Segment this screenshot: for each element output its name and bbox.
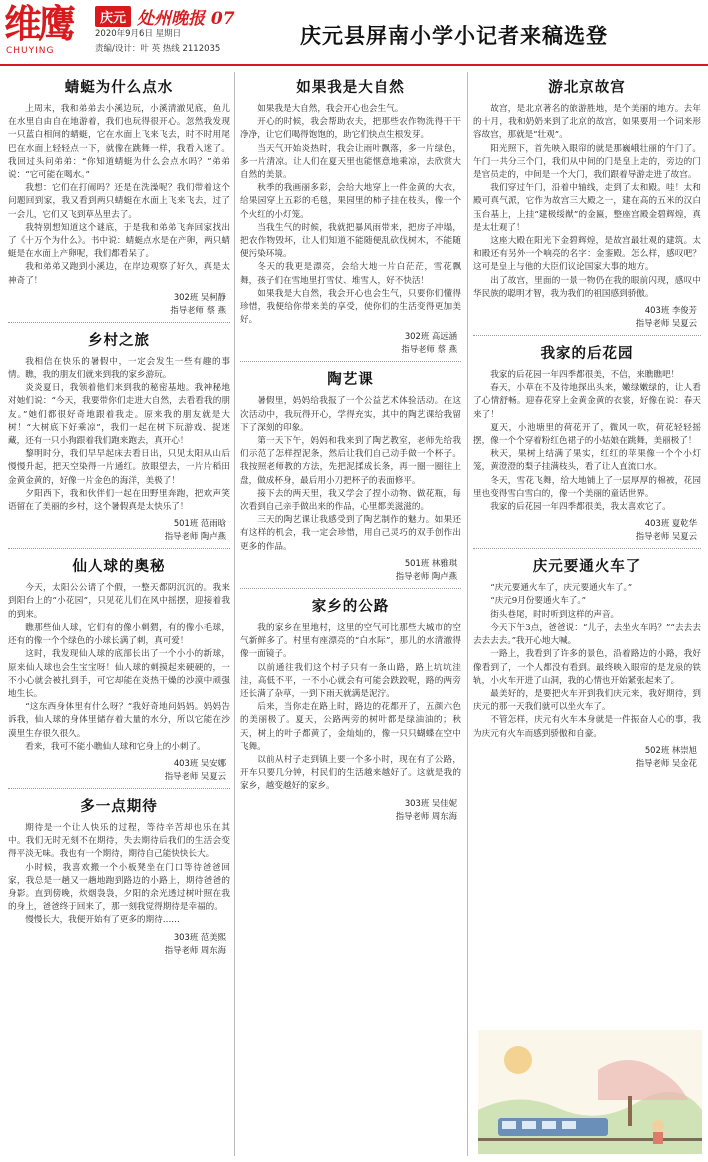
county-badge: 庆元 bbox=[95, 6, 131, 27]
column-1 bbox=[8, 70, 230, 962]
author-class: 303班 吴佳妮 bbox=[404, 797, 457, 808]
article-paragraph: 我家的后花园一年四季都很美，我太喜欢它了。 bbox=[490, 502, 671, 513]
article-paragraph: “这东西身体里有什么呀？”我好奇地问妈妈。妈妈告诉我，仙人球的身体里储存着大量的水分，所以它能在沙漠里生存很久很久。 bbox=[8, 702, 230, 739]
article-paragraph: 故宫，是北京著名的旅游胜地，是个美丽的地方。去年的十月，我和奶奶来到了北京的故宫，如果要用一个词来形容故宫，那就是“壮观”。 bbox=[473, 104, 701, 141]
article-separator bbox=[240, 588, 461, 589]
article-paragraph: 我特别想知道这个谜底，于是我和弟弟飞奔回家找出了《十万个为什么》。书中说：蜻蜓点水是在产卵，两只蜻蜓是在水面上产卵呢，我们都看呆了。 bbox=[8, 222, 230, 260]
article-title: 仙人球的奥秘 bbox=[72, 559, 166, 576]
article-paragraph: 后来，当你走在路上时，路边的花都开了，五颜六色的美丽极了。夏天，公路两旁的树叶都是绿油油的；秋天，树上的叶子都黄了，金灿灿的，像一只只蝴蝶在空中飞舞。 bbox=[240, 702, 461, 752]
article bbox=[8, 76, 230, 323]
article-paragraph: 我的家乡在里地村，这里的空气可比那些大城市的空气新鲜多了。村里有座漂亮的“白水际”，那儿的水清澈得像一面镜子。 bbox=[240, 622, 461, 660]
page-banner: 庆元县屏南小学小记者来稿选登 bbox=[300, 24, 608, 48]
article-paragraph: 我和弟弟又跑到小溪边，在岸边观察了好久，真是太神奇了！ bbox=[8, 262, 230, 286]
train-window-shape bbox=[502, 1121, 516, 1129]
rail-track-shape bbox=[478, 1138, 702, 1141]
train-window-shape bbox=[562, 1121, 576, 1129]
article-paragraph: 三天的陶艺课让我感受到了陶艺制作的魅力。如果还有这样的机会，我一定会珍惜，用自己灵巧的双手创作出更多的作品。 bbox=[240, 515, 461, 552]
teacher-name: 指导老师 吴金花 bbox=[635, 757, 697, 768]
article-byline bbox=[8, 291, 230, 317]
article-title: 蜻蜓为什么点水 bbox=[64, 80, 174, 96]
article-paragraph: 春天，小草在不及待地探出头来，嫩绿嫩绿的，让人看了心情舒畅。迎春花穿上金黄金黄的衣裳，好像在说：春天来了！ bbox=[473, 383, 701, 420]
teacher-name: 指导老师 陶卢燕 bbox=[395, 570, 457, 581]
article-paragraph: 一路上，我看到了许多的景色，沿着路边的小路，我好像看到了，一个人都没有看到。最终映入眼帘的是龙泉的铁轨，小火车开进了山洞，我的心情也开始紧张起来了。 bbox=[473, 649, 701, 686]
teacher-name: 指导老师 吴夏云 bbox=[635, 318, 697, 329]
article-title: 多一点期待 bbox=[80, 798, 158, 815]
article-separator bbox=[473, 335, 701, 336]
article bbox=[8, 795, 230, 957]
paper-name: 处州晚报 07 bbox=[137, 9, 235, 29]
train-window-shape bbox=[542, 1121, 556, 1129]
article-paragraph: 以前从村子走到镇上要一个多小时，现在有了公路，开车只要几分钟，村民们的生活越来越好了。这就是我的家乡，越变越好的家乡。 bbox=[240, 754, 461, 792]
article-byline bbox=[240, 797, 461, 823]
article-paragraph: 这座大殿在阳光下金碧辉煌，是故宫最壮观的建筑。太和殿还有另外一个响亮的名字：金銮殿。怎么样，感叹吧？这可是皇上与他的大臣们议论国家大事的地方。 bbox=[473, 236, 701, 273]
article-paragraph: 秋天，果树上结满了果实，红红的苹果像一个个小灯笼，黄澄澄的梨子挂满枝头，看了让人直流口水。 bbox=[473, 449, 701, 473]
article bbox=[473, 76, 701, 336]
article bbox=[8, 329, 230, 549]
train-scene-illustration bbox=[478, 1030, 702, 1154]
article-byline bbox=[473, 517, 701, 543]
article-paragraph: 我家的后花园一年四季都很美，不信，来瞧瞧吧！ bbox=[490, 370, 680, 381]
author-class: 403班 李俊芳 bbox=[644, 305, 697, 316]
article-paragraph: 以前通往我们这个村子只有一条山路，路上坑坑洼洼，高低不平，一不小心就会有可能会跌跤呢，路的两旁还长满了杂草，一到下雨天就满是泥泞。 bbox=[240, 662, 461, 699]
article-paragraph: 冬天的我更是漂亮，会给大地一片白茫茫，雪花飘舞，孩子们在雪地里打雪仗、堆雪人，好不快活！ bbox=[240, 262, 461, 286]
article-paragraph: 今天下午3点，爸爸说：“儿子，去坐火车吗？”“去去去去去去去。”我开心地大喊。 bbox=[473, 622, 701, 647]
teacher-name: 指导老师 吴夏云 bbox=[635, 531, 697, 542]
article-paragraph: 我相信在快乐的暑假中，一定会发生一些有趣的事情。瞧，我的朋友们就来到我的家乡游玩。 bbox=[8, 356, 230, 381]
article-paragraph: 炎炎夏日，我领着他们来到我的秘密基地。我神秘地对她们说：“今天，我要带你们走进大自然，去看看我的朋友。”她们都很好奇地跟着我走。原来我的朋友就是大树！“大树底下好乘凉”，我们一起在树下玩游戏、捉迷藏，还有一只小狗跟着我们跑来跑去，真开心！ bbox=[8, 383, 230, 447]
article-separator bbox=[240, 361, 461, 362]
article-byline bbox=[240, 557, 461, 583]
article-paragraph: 看来，我可不能小瞧仙人球和它身上的小刺了。 bbox=[25, 741, 206, 752]
author-class: 501班 林雅琪 bbox=[404, 557, 457, 568]
article-separator bbox=[8, 548, 230, 549]
article-paragraph: 秋季的我画丽多彩，会给大地穿上一件金黄的大衣，给果园穿上五彩的毛毯，果园里的柿子挂在枝头，像一个个火红的小灯笼。 bbox=[240, 183, 461, 220]
article-paragraph: 瞧那些仙人球，它们有的像小刺猬，有的像小毛球，还有的像一个个绿色的小球长满了刺，真可爱！ bbox=[8, 622, 230, 647]
article-paragraph: 今天，太阳公公请了个假，一整天都阴沉沉的。我来到阳台上的“小花园”，只见花儿们在风中摇摆，迎接着我的到来。 bbox=[8, 583, 230, 620]
article-paragraph: “庆元要通火车了，庆元要通火车了。” bbox=[490, 583, 633, 594]
author-class: 403班 吴安娜 bbox=[173, 757, 226, 768]
article-byline bbox=[473, 304, 701, 330]
article-separator bbox=[473, 548, 701, 549]
article-paragraph: 我想：它们在打闹吗？还是在洗澡呢？我们带着这个问题回到家，我又看到两只蜻蜓在水面上飞来飞去，过了一会儿，它们又飞到草丛里去了。 bbox=[8, 183, 230, 220]
article-paragraph: 期待是一个让人快乐的过程，等待辛苦却也乐在其中。我们无时无刻不在期待，失去期待后我们的生活会变得平淡无味。我也有一个期待，期待自己能快快长大。 bbox=[8, 822, 230, 860]
teacher-name: 指导老师 周东海 bbox=[164, 944, 226, 955]
article-paragraph: 黎明时分，我们早早起床去看日出，只见太阳从山后慢慢升起，把天空染得一片通红。放眼望去，一片片稻田金黄金黄的，好像一片金色的海洋，美极了！ bbox=[8, 449, 230, 486]
masthead bbox=[0, 0, 708, 66]
article-paragraph: 如果我是大自然，我会开心也会生气。 bbox=[257, 104, 404, 114]
article-title: 庆元要通火车了 bbox=[532, 559, 642, 576]
article bbox=[8, 555, 230, 789]
issue-date: 2020年9月6日 星期日 bbox=[95, 29, 182, 39]
article-separator bbox=[8, 788, 230, 789]
column-2 bbox=[240, 70, 461, 828]
teacher-name: 指导老师 蔡 燕 bbox=[170, 304, 226, 315]
column-divider bbox=[467, 72, 468, 1156]
article bbox=[240, 595, 461, 823]
logo-pinyin: CHUYING bbox=[6, 46, 55, 56]
author-class: 303班 范美熙 bbox=[173, 931, 226, 942]
article-title: 如果我是大自然 bbox=[296, 80, 405, 96]
child-head-shape bbox=[652, 1120, 664, 1132]
author-class: 302班 高远涵 bbox=[404, 331, 457, 342]
article-title: 我家的后花园 bbox=[540, 346, 634, 363]
article-paragraph: 这时，我发现仙人球的底部长出了一个小小的新球，原来仙人球也会生宝宝呀！仙人球的刺摸起来硬硬的，一不小心就会被扎到手，可它却能在炎热干燥的沙漠中顽强地生长。 bbox=[8, 649, 230, 699]
column-3 bbox=[473, 70, 701, 775]
article bbox=[473, 555, 701, 769]
article-paragraph: 冬天，雪花飞舞，给大地铺上了一层厚厚的棉被，花园里也变得雪白雪白的，像一个美丽的童话世界。 bbox=[473, 475, 701, 499]
tree-trunk-shape bbox=[628, 1096, 632, 1126]
article-paragraph: 如果我是大自然，我会开心也会生气，只要你们懂得珍惜，我便给你带来美的享受，使你们的生活变得更加美好。 bbox=[240, 288, 461, 326]
article-paragraph: 阳光照下，首先映入眼帘的就是那巍峨壮丽的午门了。午门一共分三个门，我们从中间的门是皇上走的，旁边的门是官员走的，中间是一个大门，我们跟着导游走进了故宫。 bbox=[473, 143, 701, 181]
article-byline bbox=[8, 931, 230, 957]
article-paragraph: 慢慢长大，我便开始有了更多的期待…… bbox=[25, 915, 180, 926]
article-paragraph: 最美好的，是要把火车开到我们庆元来，我好期待，到庆元的那一天我们就可以坐火车了。 bbox=[473, 688, 701, 713]
article bbox=[473, 342, 701, 549]
article-paragraph: 暑假里，妈妈给我报了一个公益艺术体验活动。在这次活动中，我玩得开心，学得充实，其中的陶艺课给我留下了深刻的印象。 bbox=[240, 396, 461, 433]
article-paragraph: 街头巷尾，时时听到这样的声音。 bbox=[490, 609, 620, 620]
author-class: 502班 林崇旭 bbox=[644, 744, 697, 755]
article-paragraph: 出了故宫，里面的一景一物仍在我的眼前闪现，感叹中华民族的聪明才智，我为我们的祖国感到骄傲。 bbox=[473, 275, 701, 299]
article-byline bbox=[8, 757, 230, 783]
teacher-name: 指导老师 蔡 燕 bbox=[401, 344, 457, 355]
article bbox=[240, 368, 461, 588]
article-byline bbox=[240, 330, 461, 356]
article-title: 家乡的公路 bbox=[311, 598, 390, 615]
header-rule bbox=[0, 64, 708, 66]
editor-line: 责编/设计：叶 英 热线 2112035 bbox=[95, 44, 221, 54]
author-class: 501班 范雨晗 bbox=[173, 518, 226, 529]
article-paragraph: 夕阳西下，我和伙伴们一起在田野里奔跑，把欢声笑语留在了美丽的乡村，这个暑假真是太快乐了！ bbox=[8, 488, 230, 513]
article-paragraph: 开心的时候，我会帮助农夫，把那些农作物洗得干干净净，让它们喝得饱饱的，助它们快点生根发芽。 bbox=[240, 117, 461, 141]
sun-shape bbox=[504, 1046, 532, 1074]
article-paragraph: 当天气开始炎热时，我会让雨叶飘落，多一片绿色，多一片清凉。让人们在夏天里也能惬意地乘凉，去欣赏大自然的美景。 bbox=[240, 143, 461, 181]
article-byline bbox=[8, 517, 230, 543]
article-title: 陶艺课 bbox=[327, 372, 374, 389]
article-paragraph: 小时候，我喜欢搬一个小板凳坐在门口等待爸爸回家，我总是一趟又一趟地跑到路边的小路上，期待爸爸的身影。直到傍晚，炊烟袅袅，夕阳的余光透过树叶照在我的身上，爸爸终于回来了，那一刻我觉得期待是幸福的。 bbox=[8, 862, 230, 913]
train-window-shape bbox=[522, 1121, 536, 1129]
teacher-name: 指导老师 周东海 bbox=[395, 810, 457, 821]
article-paragraph: 接下去的两天里，我又学会了捏小动物、做花瓶，每次看到自己亲手做出来的作品，心里都美滋滋的。 bbox=[240, 488, 461, 513]
article bbox=[240, 76, 461, 362]
author-class: 302班 吴柯静 bbox=[173, 291, 226, 302]
article-paragraph: “庆元9月份要通火车了。” bbox=[490, 596, 587, 607]
article-paragraph: 上周末，我和弟弟去小溪边玩，小溪清澈见底，鱼儿在水里自由自在地游着，我们也玩得很开心。忽然我发现一只蓝白相间的蜻蜓，它在水面上飞来飞去，时不时用尾巴在水面上轻轻点一下，就像在跳舞一样，我看入迷了。我回过头问弟弟：“你知道蜻蜓为什么会点水吗？”弟弟说：“它可能在喝水。” bbox=[8, 104, 230, 181]
article-paragraph: 夏天，小池塘里的荷花开了，微风一吹，荷花轻轻摇摆，像一个个穿着粉红色裙子的小姑娘在跳舞，美丽极了！ bbox=[473, 422, 701, 447]
teacher-name: 指导老师 吴夏云 bbox=[164, 770, 226, 781]
article-byline bbox=[473, 744, 701, 770]
article-paragraph: 我们穿过午门，沿着中轴线，走到了太和殿。哇！太和殿可真气派，它作为故宫三大殿之一，建在高的五米的汉白玉台基上，上挂“建极绥猷”的金匾，整座宫殿金碧辉煌，真是太壮观了！ bbox=[473, 183, 701, 233]
article-paragraph: 当我生气的时候，我就把暴风雨带来，把房子冲塌，把农作物毁坏，让人们知道不能随便乱砍伐树木，不能随便污染环境。 bbox=[240, 222, 461, 260]
article-title: 乡村之旅 bbox=[88, 332, 150, 349]
article-separator bbox=[8, 322, 230, 323]
column-divider bbox=[234, 72, 235, 1156]
teacher-name: 指导老师 陶卢燕 bbox=[164, 531, 226, 542]
author-class: 403班 夏乾华 bbox=[644, 518, 697, 529]
logo-text: 维鹰 bbox=[4, 2, 73, 46]
article-title: 游北京故宫 bbox=[548, 80, 626, 96]
article-paragraph: 不管怎样，庆元有火车本身就是一件振奋人心的事，我为庆元有火车而感到骄傲和自豪。 bbox=[473, 715, 701, 739]
article-paragraph: 第一天下午，妈妈和我来到了陶艺教室，老师先给我们示范了怎样捏泥条，然后让我们自己动手做一个杯子。我按照老师教的方法，先把泥揉成长条，再一圈一圈往上盘，做成杯身，最后用小刀把杯子的表面修平。 bbox=[240, 436, 461, 486]
child-body-shape bbox=[653, 1132, 663, 1144]
